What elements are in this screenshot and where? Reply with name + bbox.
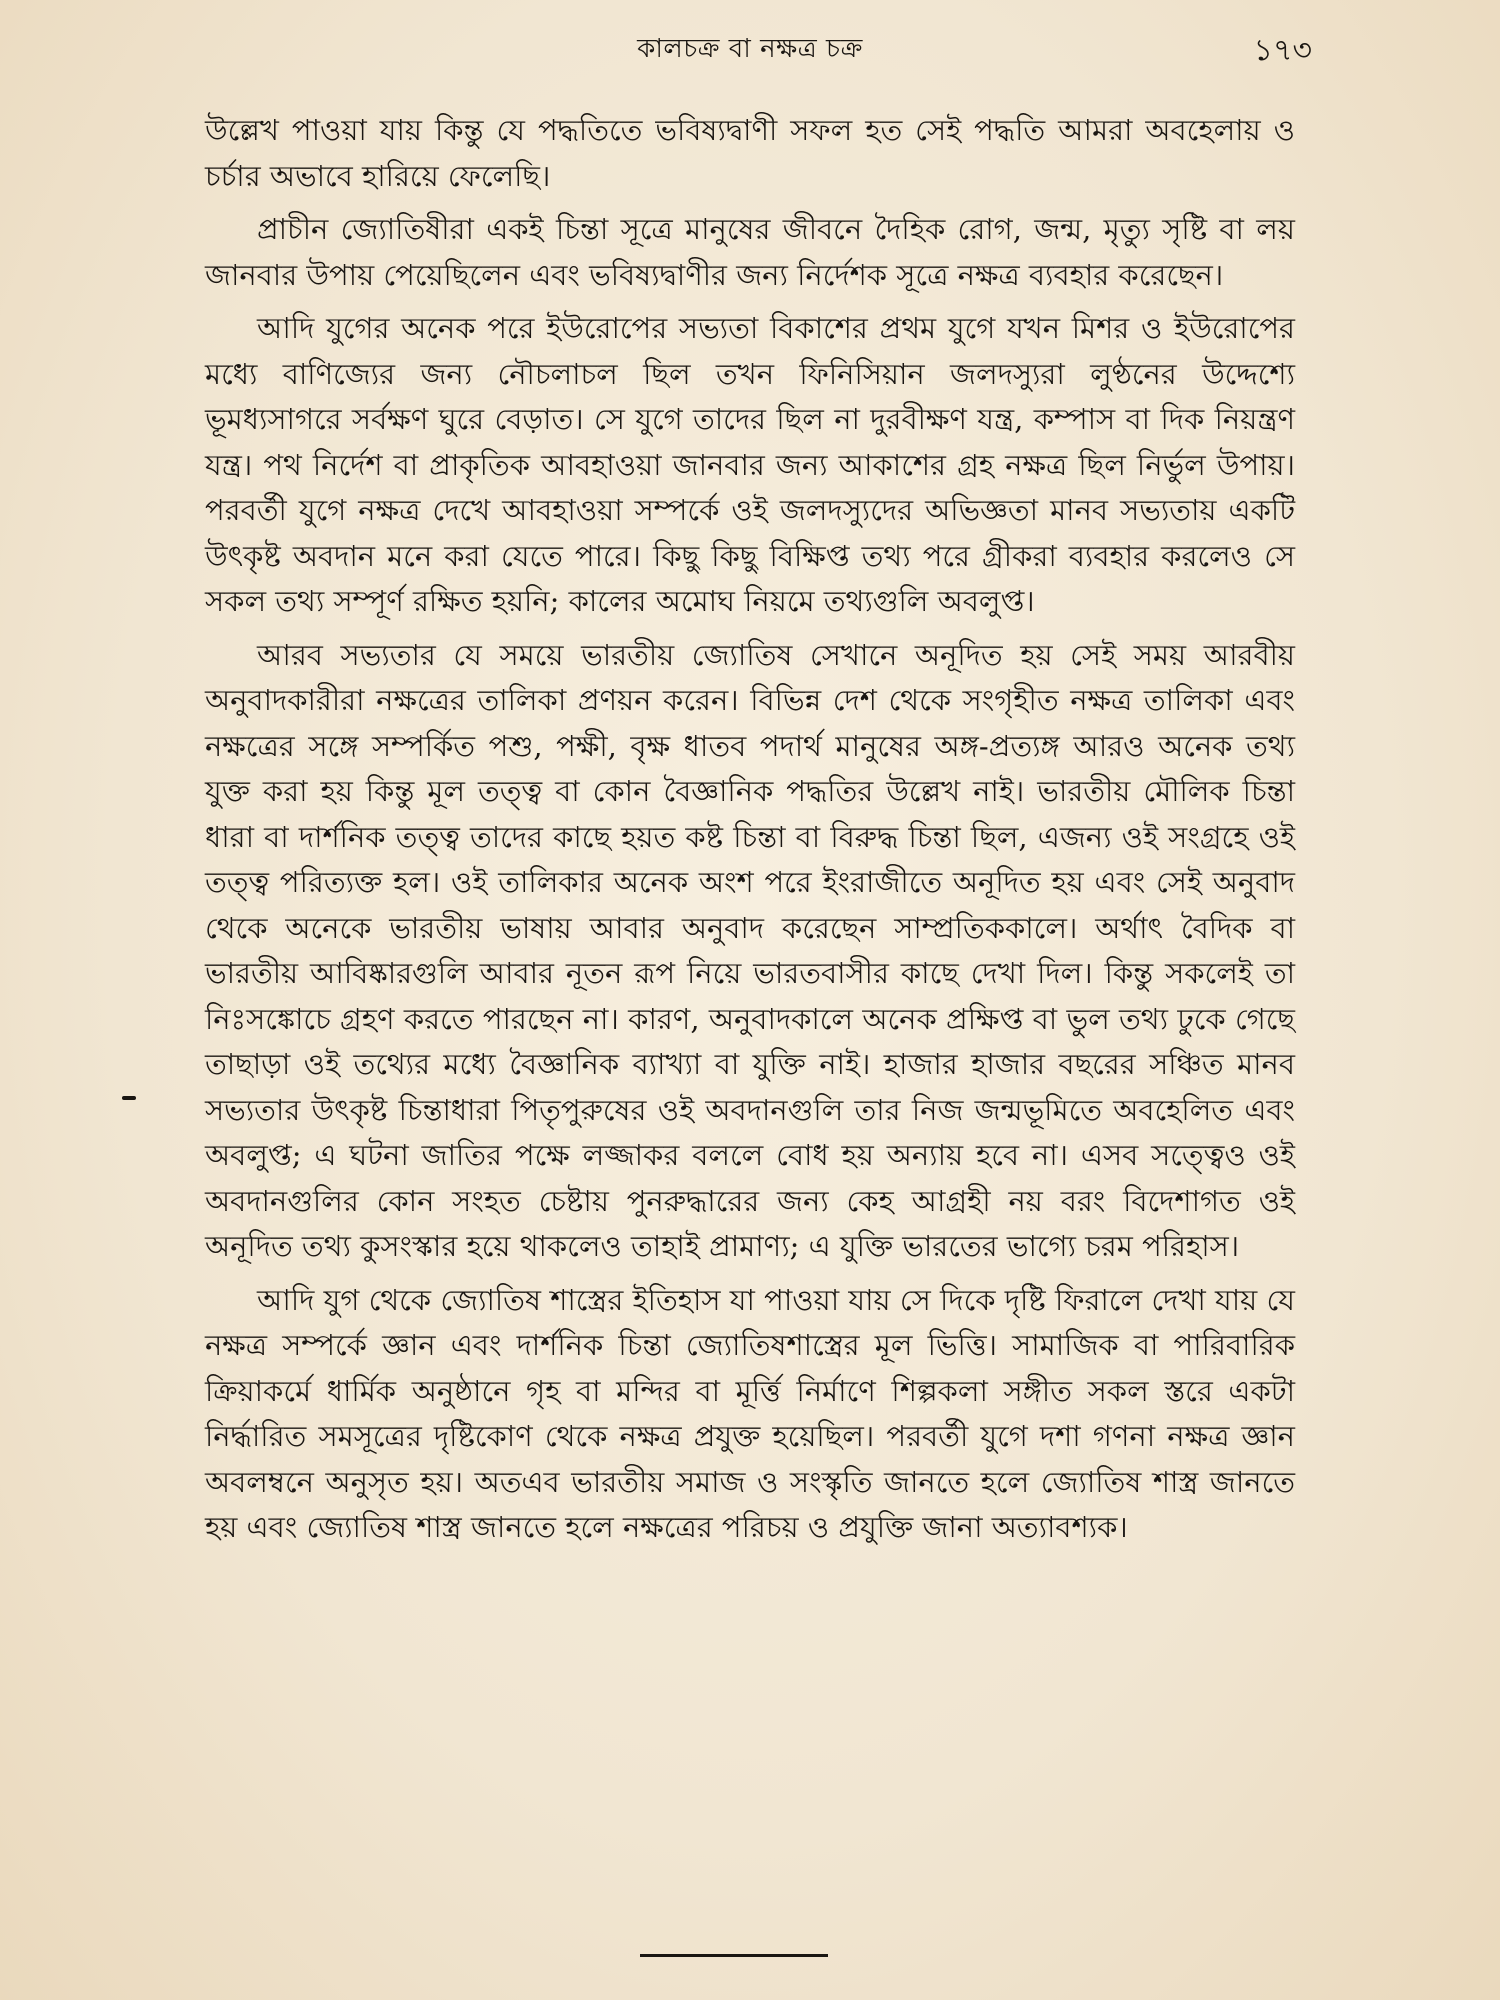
paragraph-5: আদি যুগ থেকে জ্যোতিষ শাস্ত্রের ইতিহাস যা পাওয়া যায় সে দিকে দৃষ্টি ফিরালে দেখা যায় যে নক্ষত্র সম্পর্কে জ্ঞান এবং দার্শনিক চিন্তা জ্যোতিষশাস্ত্রের মূল ভিত্তি। সামাজিক বা পারিবারিক ক্রিয়াকর্মে ধার্মিক অনুষ্ঠানে গৃহ বা মন্দির বা মূর্ত্তি নির্মাণে শিল্পকলা সঙ্গীত সকল স্তরে একটা নির্দ্ধারিত সমসূত্রের দৃষ্টিকোণ থেকে নক্ষত্র প্রযুক্ত হয়েছিল। পরবর্তী যুগে দশা গণনা নক্ষত্র জ্ঞান অবলম্বনে অনুসৃত হয়। অতএব ভারতীয় সমাজ ও সংস্কৃতি জানতে হলে জ্যোতিষ শাস্ত্র জানতে হয় এবং জ্যোতিষ শাস্ত্র জানতে হলে নক্ষত্রের পরিচয় ও প্রযুক্তি জানা অত্যাবশ্যক। — [205, 1282, 1295, 1544]
end-rule-divider — [640, 1954, 828, 1957]
page-number: ১৭৩ — [1253, 33, 1312, 68]
running-header-title: কালচক্র বা নক্ষত্র চক্র — [637, 34, 863, 64]
paragraph-2: প্রাচীন জ্যোতিষীরা একই চিন্তা সূত্রে মানুষের জীবনে দৈহিক রোগ, জন্ম, মৃত্যু সৃষ্টি বা লয় জানবার উপায় পেয়েছিলেন এবং ভবিষ্যদ্বাণীর জন্য নির্দেশক সূত্রে নক্ষত্র ব্যবহার করেছেন। — [205, 212, 1295, 292]
paragraph-3: আদি যুগের অনেক পরে ইউরোপের সভ্যতা বিকাশের প্রথম যুগে যখন মিশর ও ইউরোপের মধ্যে বাণিজ্যের জন্য নৌচলাচল ছিল তখন ফিনিসিয়ান জলদস্যুরা লুণ্ঠনের উদ্দেশ্যে ভূমধ্যসাগরে সর্বক্ষণ ঘুরে বেড়াত। সে যুগে তাদের ছিল না দুরবীক্ষণ যন্ত্র, কম্পাস বা দিক নিয়ন্ত্রণ যন্ত্র। পথ নির্দেশ বা প্রাকৃতিক আবহাওয়া জানবার জন্য আকাশের গ্রহ নক্ষত্র ছিল নির্ভুল উপায়। পরবর্তী যুগে নক্ষত্র দেখে আবহাওয়া সম্পর্কে ওই জলদস্যুদের অভিজ্ঞতা মানব সভ্যতায় একটি উৎকৃষ্ট অবদান মনে করা যেতে পারে। কিছু কিছু বিক্ষিপ্ত তথ্য পরে গ্রীকরা ব্যবহার করলেও সে সকল তথ্য সম্পূর্ণ রক্ষিত হয়নি; কালের অমোঘ নিয়মে তথ্যগুলি অবলুপ্ত। — [205, 311, 1295, 618]
body-text — [205, 108, 1295, 1559]
margin-mark — [122, 1096, 136, 1100]
paragraph-1: উল্লেখ পাওয়া যায় কিন্তু যে পদ্ধতিতে ভবিষ্যদ্বাণী সফল হত সেই পদ্ধতি আমরা অবহেলায় ও চর্চার অভাবে হারিয়ে ফেলেছি। — [205, 113, 1295, 193]
paragraph-4: আরব সভ্যতার যে সময়ে ভারতীয় জ্যোতিষ সেখানে অনূদিত হয় সেই সময় আরবীয় অনুবাদকারীরা নক্ষত্রের তালিকা প্রণয়ন করেন। বিভিন্ন দেশ থেকে সংগৃহীত নক্ষত্র তালিকা এবং নক্ষত্রের সঙ্গে সম্পর্কিত পশু, পক্ষী, বৃক্ষ ধাতব পদার্থ মানুষের অঙ্গ-প্রত্যঙ্গ আরও অনেক তথ্য যুক্ত করা হয় কিন্তু মূল তত্ত্ব বা কোন বৈজ্ঞানিক পদ্ধতির উল্লেখ নাই। ভারতীয় মৌলিক চিন্তা ধারা বা দার্শনিক তত্ত্ব তাদের কাছে হয়ত কষ্ট চিন্তা বা বিরুদ্ধ চিন্তা ছিল, এজন্য ওই সংগ্রহে ওই তত্ত্ব পরিত্যক্ত হল। ওই তালিকার অনেক অংশ পরে ইংরাজীতে অনূদিত হয় এবং সেই অনুবাদ থেকে অনেকে ভারতীয় ভাষায় আবার অনুবাদ করেছেন সাম্প্রতিককালে। অর্থাৎ বৈদিক বা ভারতীয় আবিষ্কারগুলি আবার নূতন রূপ নিয়ে ভারতবাসীর কাছে দেখা দিল। কিন্তু সকলেই তা নিঃসঙ্কোচে গ্রহণ করতে পারছেন না। কারণ, অনুবাদকালে অনেক প্রক্ষিপ্ত বা ভুল তথ্য ঢুকে গেছে তাছাড়া ওই তথ্যের মধ্যে বৈজ্ঞানিক ব্যাখ্যা বা যুক্তি নাই। হাজার হাজার বছরের সঞ্চিত মানব সভ্যতার উৎকৃষ্ট চিন্তাধারা পিতৃপুরুষের ওই অবদানগুলি তার নিজ জন্মভূমিতে অবহেলিত এবং অবলুপ্ত; এ ঘটনা জাতির পক্ষে লজ্জাকর বললে বোধ হয় অন্যায় হবে না। এসব সত্ত্বেও ওই অবদানগুলির কোন সংহত চেষ্টায় পুনরুদ্ধারের জন্য কেহ আগ্রহী নয় বরং বিদেশাগত ওই অনূদিত তথ্য কুসংস্কার হয়ে থাকলেও তাহাই প্রামাণ্য; এ যুক্তি ভারতের ভাগ্যে চরম পরিহাস। — [205, 637, 1295, 1263]
